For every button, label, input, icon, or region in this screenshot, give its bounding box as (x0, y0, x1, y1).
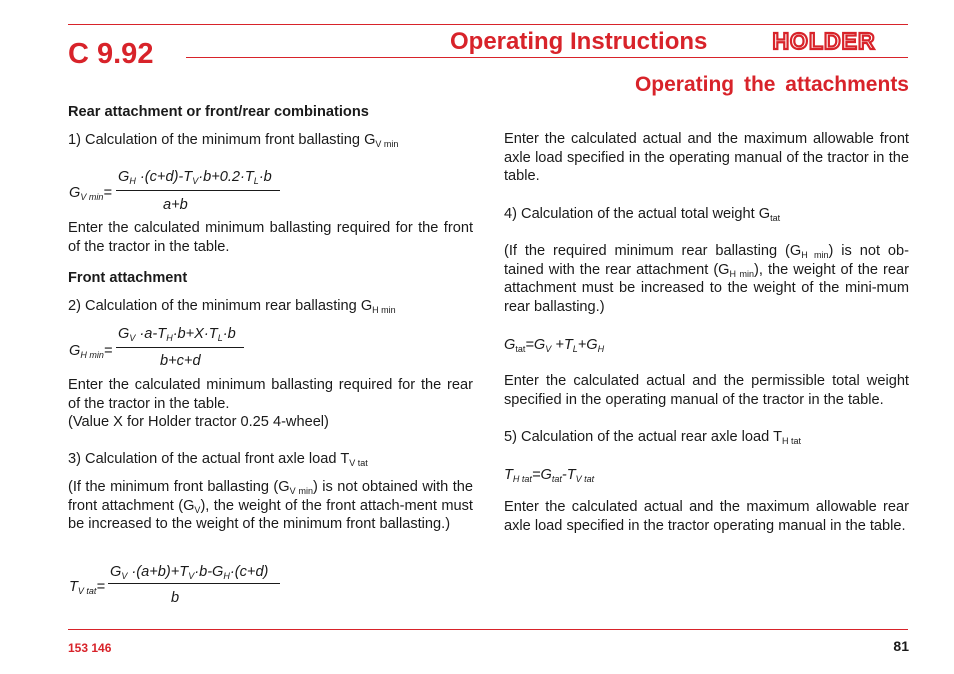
text-2b: (Value X for Holder tractor 0.25 4-wheel) (68, 414, 329, 430)
holder-logo-text: HOLDER (772, 30, 876, 52)
text-7: Enter the calculated actual and the maximum allowable rear axle load specified in the tractor operating manual in the table. (504, 499, 909, 534)
step-2-title: 2) Calculation of the minimum rear ballasting $G_{H min}$ (68, 298, 396, 315)
formula-3-lhs: $T_{V tat}=$ (69, 579, 105, 596)
formula-3-numerator: $G_V \cdot(a+b)+T_V\cdot b-G_H\cdot(c+d)$ (110, 564, 269, 581)
heading-rear-attachment: Rear attachment or front/rear combinations (68, 104, 369, 120)
formula-1-denominator: a+b (163, 197, 188, 213)
formula-5: $T_{H tat}=G_{tat}-T_{V tat}$ (504, 467, 595, 484)
formula-1-fraction-line (116, 190, 280, 191)
text-5: (If the required minimum rear ballasting $(G_{H min})$ is not ob-tained with the rear attachment $(G_{H min})$, the weight of the rear attachment must be increased to the weight of the mini-mum rear ballasting.) (504, 243, 909, 315)
page-number: 81 (893, 638, 909, 654)
text-4: Enter the calculated actual and the maximum allowable front axle load specified in the operating manual of the tractor in the table. (504, 131, 909, 184)
text-3: (If the minimum front ballasting $(G_{V min})$ is not obtained with the front attachment $(G_V)$, the weight of the front attach-ment must be increased to the weight of the minimum front ballasting.) (68, 479, 473, 532)
section-title: Operating the attachments (634, 73, 909, 96)
step-3-title: 3) Calculation of the actual front axle load $T_{V tat}$ (68, 451, 368, 468)
document-code: 153 146 (68, 641, 112, 655)
header-rule-under-title (186, 57, 908, 58)
step-1-title: 1) Calculation of the minimum front ballasting $G_{V min}$ (68, 132, 399, 149)
holder-logo (748, 30, 900, 52)
formula-4: $G_{tat}=G_V +T_L+G_H$ (504, 337, 605, 354)
formula-1-lhs: $G_{V min}=$ (69, 185, 112, 202)
formula-3-fraction-line (108, 583, 280, 584)
formula-2-lhs: $G_{H min}=$ (69, 343, 113, 360)
formula-1-numerator: $G_H \cdot(c+d)-T_V\cdot b+0.2\cdot T_L\cdot b$ (118, 169, 272, 186)
text-1: Enter the calculated minimum ballasting required for the front of the tractor in the table. (68, 220, 473, 255)
formula-2-fraction-line (116, 347, 244, 348)
footer-rule (68, 629, 908, 630)
text-6: Enter the calculated actual and the permissible total weight specified in the operating manual of the tractor in the table. (504, 373, 909, 408)
text-2: Enter the calculated minimum ballasting required for the rear of the tractor in the table. (68, 377, 473, 412)
formula-3-denominator: b (171, 590, 180, 606)
heading-front-attachment: Front attachment (68, 270, 188, 286)
page-title: Operating Instructions (450, 28, 708, 55)
step-5-title: 5) Calculation of the actual rear axle load $T_{H tat}$ (504, 429, 801, 446)
header-rule-top (68, 24, 908, 25)
formula-2-denominator: b+c+d (160, 353, 201, 369)
model-number: C 9.92 (68, 38, 154, 70)
step-4-title: 4) Calculation of the actual total weight $G_{tat}$ (504, 206, 781, 223)
formula-2-numerator: $G_V \cdot a-T_H\cdot b+X\cdot T_L\cdot b$ (118, 326, 236, 343)
